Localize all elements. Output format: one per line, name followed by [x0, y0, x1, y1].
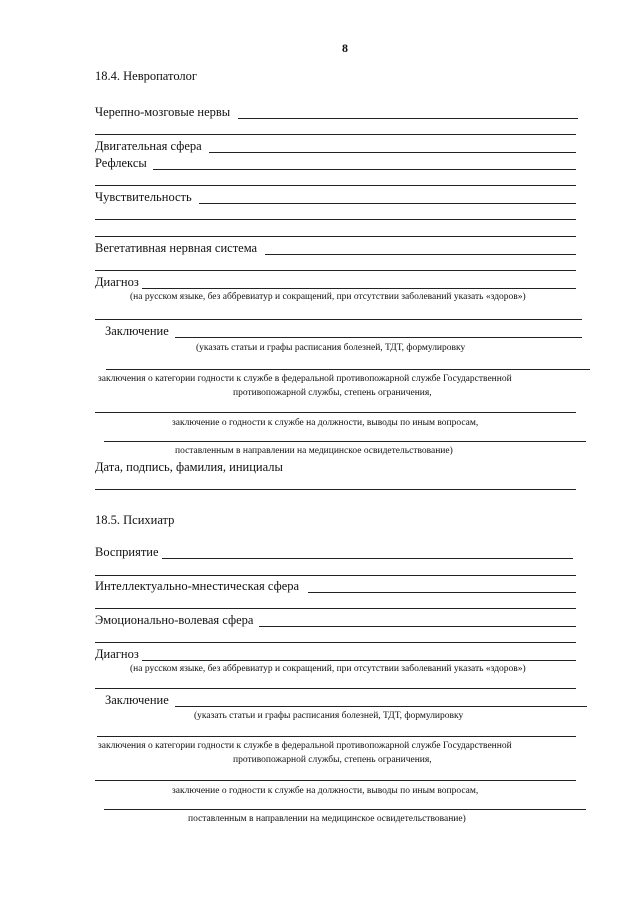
conclusion-note-psych-1: (указать статьи и графы расписания болезней, ТДТ, формулировку: [194, 711, 464, 721]
conclusion-neuro-field[interactable]: [175, 323, 582, 338]
conclusion-note-neuro-5: поставленным в направлении на медицинское освидетельствование): [175, 446, 453, 456]
conclusion-psych-field[interactable]: [175, 692, 587, 707]
blank-line[interactable]: [95, 219, 576, 220]
blank-line[interactable]: [95, 270, 576, 271]
diagnosis-note-neuro: (на русском языке, без аббревиатур и сокращений, при отсутствии заболеваний указать «здоров»): [130, 292, 526, 302]
label-perception: Восприятие: [95, 545, 159, 559]
label-signature: Дата, подпись, фамилия, инициалы: [95, 460, 283, 474]
vegetative-field[interactable]: [265, 240, 576, 255]
conclusion-note-psych-4: заключение о годности к службе на должности, выводы по иным вопросам,: [172, 786, 479, 796]
conclusion-note-psych-2: заключения о категории годности к службе в федеральной противопожарной службе Государственной: [98, 741, 512, 751]
label-diagnosis-psych: Диагноз: [95, 647, 139, 661]
blank-line[interactable]: [95, 688, 576, 689]
section-title-psych: 18.5. Психиатр: [95, 513, 175, 527]
blank-line[interactable]: [95, 575, 576, 576]
conclusion-note-psych-5: поставленным в направлении на медицинское освидетельствование): [188, 814, 466, 824]
blank-line[interactable]: [95, 642, 576, 643]
blank-line[interactable]: [97, 736, 576, 737]
blank-line[interactable]: [95, 134, 576, 135]
label-sensitivity: Чувствительность: [95, 190, 192, 204]
cranial-nerves-field[interactable]: [238, 104, 578, 119]
conclusion-note-neuro-4: заключение о годности к службе на должности, выводы по иным вопросам,: [172, 418, 479, 428]
label-emotion: Эмоционально-волевая сфера: [95, 613, 254, 627]
label-diagnosis-neuro: Диагноз: [95, 275, 139, 289]
signature-line[interactable]: [95, 489, 576, 490]
sensitivity-field[interactable]: [199, 189, 576, 204]
label-cranial-nerves: Черепно-мозговые нервы: [95, 105, 231, 119]
blank-line[interactable]: [95, 236, 576, 237]
conclusion-note-neuro-2: заключения о категории годности к службе в федеральной противопожарной службе Государственной: [98, 374, 512, 384]
conclusion-note-psych-3: противопожарной службы, степень ограничения,: [233, 755, 432, 765]
diagnosis-psych-field[interactable]: [142, 646, 576, 661]
label-vegetative: Вегетативная нервная система: [95, 241, 258, 255]
diagnosis-note-psych: (на русском языке, без аббревиатур и сокращений, при отсутствии заболеваний указать «здоров»): [130, 664, 526, 674]
blank-line[interactable]: [95, 780, 576, 781]
section-title-neuro: 18.4. Невропатолог: [95, 69, 198, 83]
page-number: 8: [342, 41, 348, 55]
blank-line[interactable]: [104, 809, 586, 810]
conclusion-note-neuro-3: противопожарной службы, степень ограничения,: [233, 388, 432, 398]
blank-line[interactable]: [95, 185, 576, 186]
label-motor-sphere: Двигательная сфера: [95, 139, 202, 153]
motor-sphere-field[interactable]: [209, 138, 576, 153]
blank-line[interactable]: [95, 319, 582, 320]
diagnosis-neuro-field[interactable]: [142, 274, 576, 289]
blank-line[interactable]: [104, 441, 586, 442]
blank-line[interactable]: [106, 369, 590, 370]
conclusion-note-neuro-1: (указать статьи и графы расписания болезней, ТДТ, формулировку: [196, 343, 466, 353]
intellect-field[interactable]: [308, 578, 576, 593]
label-intellect: Интеллектуально-мнестическая сфера: [95, 579, 300, 593]
emotion-field[interactable]: [259, 612, 576, 627]
label-conclusion-psych: Заключение: [105, 693, 169, 707]
blank-line[interactable]: [95, 412, 576, 413]
label-reflexes: Рефлексы: [95, 156, 147, 170]
label-conclusion-neuro: Заключение: [105, 324, 169, 338]
perception-field[interactable]: [162, 544, 573, 559]
reflexes-field[interactable]: [153, 155, 576, 170]
blank-line[interactable]: [95, 608, 576, 609]
